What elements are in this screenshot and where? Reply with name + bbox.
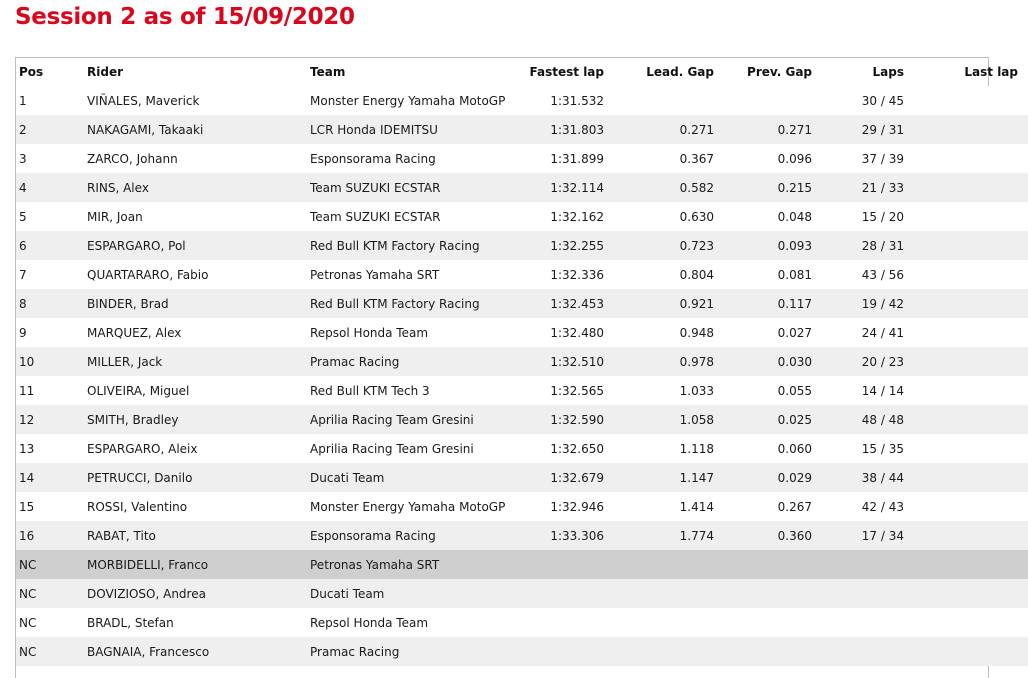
cell-lead-gap: 0.978 bbox=[679, 354, 714, 369]
cell-pos: 5 bbox=[19, 209, 27, 224]
cell-prev-gap bbox=[714, 579, 812, 608]
cell-prev-gap: 0.081 bbox=[777, 267, 812, 282]
cell-team: Aprilia Racing Team Gresini bbox=[310, 441, 474, 456]
cell-lead-gap bbox=[616, 637, 714, 666]
cell-rider: MARQUEZ, Alex bbox=[87, 325, 182, 340]
cell-last-lap bbox=[924, 405, 1028, 434]
table-row[interactable] bbox=[16, 347, 1028, 376]
cell-team: Ducati Team bbox=[310, 586, 385, 601]
cell-last-lap bbox=[924, 173, 1028, 202]
cell-prev-gap bbox=[714, 550, 812, 579]
cell-team: Pramac Racing bbox=[310, 644, 400, 659]
header-rider[interactable]: Rider bbox=[87, 65, 123, 79]
table-row[interactable] bbox=[16, 405, 1028, 434]
cell-pos: NC bbox=[19, 586, 37, 601]
cell-team: Repsol Honda Team bbox=[310, 615, 429, 630]
header-pos[interactable]: Pos bbox=[19, 65, 44, 79]
cell-prev-gap bbox=[714, 637, 812, 666]
table-row[interactable] bbox=[16, 637, 1028, 666]
cell-fastest-lap bbox=[500, 579, 616, 608]
cell-pos: 15 bbox=[19, 499, 35, 514]
cell-last-lap bbox=[924, 202, 1028, 231]
cell-last-lap bbox=[924, 463, 1028, 492]
cell-prev-gap: 0.027 bbox=[777, 325, 812, 340]
cell-fastest-lap: 1:32.946 bbox=[550, 499, 604, 514]
page-title: Session 2 as of 15/09/2020 bbox=[15, 4, 355, 30]
cell-laps: 15 / 20 bbox=[861, 209, 904, 224]
cell-rider: BINDER, Brad bbox=[87, 296, 169, 311]
table-body bbox=[16, 86, 1028, 666]
cell-team: Monster Energy Yamaha MotoGP bbox=[310, 499, 506, 514]
cell-rider: RABAT, Tito bbox=[87, 528, 156, 543]
cell-rider: MIR, Joan bbox=[87, 209, 143, 224]
table-row[interactable] bbox=[16, 579, 1028, 608]
cell-rider: ZARCO, Johann bbox=[87, 151, 178, 166]
cell-team: Petronas Yamaha SRT bbox=[310, 267, 440, 282]
cell-fastest-lap: 1:32.510 bbox=[550, 354, 604, 369]
table-row[interactable] bbox=[16, 260, 1028, 289]
cell-prev-gap: 0.360 bbox=[777, 528, 812, 543]
table-row[interactable] bbox=[16, 86, 1028, 115]
cell-pos: 16 bbox=[19, 528, 35, 543]
cell-prev-gap bbox=[714, 608, 812, 637]
cell-fastest-lap: 1:32.679 bbox=[550, 470, 604, 485]
cell-prev-gap: 0.093 bbox=[777, 238, 812, 253]
cell-team: LCR Honda IDEMITSU bbox=[310, 122, 438, 137]
cell-prev-gap: 0.030 bbox=[777, 354, 812, 369]
cell-prev-gap: 0.048 bbox=[777, 209, 812, 224]
cell-lead-gap: 1.414 bbox=[679, 499, 714, 514]
cell-last-lap bbox=[924, 521, 1028, 550]
cell-lead-gap: 0.367 bbox=[679, 151, 714, 166]
cell-team: Team SUZUKI ECSTAR bbox=[310, 209, 441, 224]
cell-fastest-lap: 1:31.899 bbox=[550, 151, 604, 166]
cell-fastest-lap: 1:33.306 bbox=[550, 528, 604, 543]
cell-laps bbox=[812, 550, 924, 579]
cell-team: Pramac Racing bbox=[310, 354, 400, 369]
cell-fastest-lap bbox=[500, 637, 616, 666]
cell-rider: BAGNAIA, Francesco bbox=[87, 644, 210, 659]
table-row[interactable] bbox=[16, 202, 1028, 231]
cell-fastest-lap: 1:32.255 bbox=[550, 238, 604, 253]
cell-laps: 14 / 14 bbox=[861, 383, 904, 398]
cell-laps: 43 / 56 bbox=[861, 267, 904, 282]
cell-laps: 15 / 35 bbox=[861, 441, 904, 456]
cell-last-lap bbox=[924, 231, 1028, 260]
cell-laps: 30 / 45 bbox=[861, 93, 904, 108]
table-header-row bbox=[16, 58, 1028, 86]
cell-rider: MILLER, Jack bbox=[87, 354, 163, 369]
cell-fastest-lap: 1:31.803 bbox=[550, 122, 604, 137]
cell-team: Esponsorama Racing bbox=[310, 151, 436, 166]
cell-laps: 28 / 31 bbox=[861, 238, 904, 253]
cell-fastest-lap: 1:32.650 bbox=[550, 441, 604, 456]
cell-pos: 11 bbox=[19, 383, 35, 398]
table-row[interactable] bbox=[16, 318, 1028, 347]
cell-prev-gap: 0.060 bbox=[777, 441, 812, 456]
cell-lead-gap bbox=[616, 579, 714, 608]
cell-last-lap bbox=[924, 144, 1028, 173]
cell-prev-gap bbox=[714, 86, 812, 115]
cell-team: Esponsorama Racing bbox=[310, 528, 436, 543]
cell-rider: PETRUCCI, Danilo bbox=[87, 470, 193, 485]
cell-lead-gap: 1.058 bbox=[679, 412, 714, 427]
cell-lead-gap: 0.271 bbox=[679, 122, 714, 137]
header-prev-gap[interactable]: Prev. Gap bbox=[747, 65, 812, 79]
cell-rider: RINS, Alex bbox=[87, 180, 149, 195]
table-row[interactable] bbox=[16, 492, 1028, 521]
cell-laps: 38 / 44 bbox=[861, 470, 904, 485]
cell-rider: ESPARGARO, Aleix bbox=[87, 441, 198, 456]
cell-team: Ducati Team bbox=[310, 470, 385, 485]
cell-prev-gap: 0.271 bbox=[777, 122, 812, 137]
cell-laps: 37 / 39 bbox=[861, 151, 904, 166]
table-row[interactable] bbox=[16, 376, 1028, 405]
table-row[interactable] bbox=[16, 173, 1028, 202]
cell-laps bbox=[812, 637, 924, 666]
cell-last-lap bbox=[924, 376, 1028, 405]
cell-team: Red Bull KTM Factory Racing bbox=[310, 238, 480, 253]
cell-fastest-lap: 1:32.162 bbox=[550, 209, 604, 224]
cell-pos: 8 bbox=[19, 296, 27, 311]
cell-last-lap bbox=[924, 289, 1028, 318]
cell-rider: MORBIDELLI, Franco bbox=[87, 557, 209, 572]
cell-pos: NC bbox=[19, 644, 37, 659]
cell-pos: NC bbox=[19, 557, 37, 572]
header-last-lap[interactable]: Last lap bbox=[964, 65, 1018, 79]
cell-laps: 21 / 33 bbox=[861, 180, 904, 195]
cell-fastest-lap: 1:32.114 bbox=[550, 180, 604, 195]
cell-lead-gap: 0.582 bbox=[679, 180, 714, 195]
cell-prev-gap: 0.117 bbox=[777, 296, 812, 311]
cell-team: Red Bull KTM Tech 3 bbox=[310, 383, 430, 398]
table-row[interactable] bbox=[16, 521, 1028, 550]
cell-pos: 14 bbox=[19, 470, 35, 485]
cell-last-lap bbox=[924, 492, 1028, 521]
table-row[interactable] bbox=[16, 550, 1028, 579]
cell-prev-gap: 0.267 bbox=[777, 499, 812, 514]
cell-prev-gap: 0.025 bbox=[777, 412, 812, 427]
cell-pos: NC bbox=[19, 615, 37, 630]
cell-lead-gap bbox=[616, 86, 714, 115]
cell-lead-gap: 0.921 bbox=[679, 296, 714, 311]
header-fastest-lap[interactable]: Fastest lap bbox=[529, 65, 604, 79]
table-row[interactable] bbox=[16, 463, 1028, 492]
cell-prev-gap: 0.215 bbox=[777, 180, 812, 195]
cell-laps: 48 / 48 bbox=[861, 412, 904, 427]
cell-lead-gap: 0.804 bbox=[679, 267, 714, 282]
cell-last-lap bbox=[924, 115, 1028, 144]
cell-laps: 24 / 41 bbox=[861, 325, 904, 340]
cell-team: Monster Energy Yamaha MotoGP bbox=[310, 93, 506, 108]
cell-team: Team SUZUKI ECSTAR bbox=[310, 180, 441, 195]
cell-pos: 10 bbox=[19, 354, 35, 369]
cell-team: Repsol Honda Team bbox=[310, 325, 429, 340]
table-row[interactable] bbox=[16, 144, 1028, 173]
cell-last-lap bbox=[924, 86, 1028, 115]
cell-fastest-lap: 1:32.453 bbox=[550, 296, 604, 311]
cell-laps: 29 / 31 bbox=[861, 122, 904, 137]
cell-rider: SMITH, Bradley bbox=[87, 412, 179, 427]
cell-lead-gap: 1.774 bbox=[679, 528, 714, 543]
cell-rider: ESPARGARO, Pol bbox=[87, 238, 186, 253]
cell-pos: 6 bbox=[19, 238, 27, 253]
cell-rider: NAKAGAMI, Takaaki bbox=[87, 122, 204, 137]
cell-fastest-lap bbox=[500, 550, 616, 579]
cell-lead-gap: 1.033 bbox=[679, 383, 714, 398]
cell-pos: 7 bbox=[19, 267, 27, 282]
cell-lead-gap: 0.630 bbox=[679, 209, 714, 224]
cell-last-lap bbox=[924, 637, 1028, 666]
table-row[interactable] bbox=[16, 231, 1028, 260]
cell-rider: QUARTARARO, Fabio bbox=[87, 267, 209, 282]
cell-fastest-lap: 1:32.590 bbox=[550, 412, 604, 427]
cell-fastest-lap: 1:32.480 bbox=[550, 325, 604, 340]
cell-prev-gap: 0.029 bbox=[777, 470, 812, 485]
cell-team: Red Bull KTM Factory Racing bbox=[310, 296, 480, 311]
cell-lead-gap bbox=[616, 550, 714, 579]
table-row[interactable] bbox=[16, 434, 1028, 463]
cell-fastest-lap: 1:31.532 bbox=[550, 93, 604, 108]
cell-prev-gap: 0.096 bbox=[777, 151, 812, 166]
cell-rider: ROSSI, Valentino bbox=[87, 499, 188, 514]
cell-pos: 2 bbox=[19, 122, 27, 137]
cell-rider: OLIVEIRA, Miguel bbox=[87, 383, 190, 398]
cell-lead-gap: 0.723 bbox=[679, 238, 714, 253]
cell-last-lap bbox=[924, 434, 1028, 463]
header-team[interactable]: Team bbox=[310, 65, 346, 79]
cell-last-lap bbox=[924, 347, 1028, 376]
cell-laps: 19 / 42 bbox=[861, 296, 904, 311]
cell-last-lap bbox=[924, 260, 1028, 289]
cell-laps bbox=[812, 608, 924, 637]
cell-rider: BRADL, Stefan bbox=[87, 615, 174, 630]
cell-pos: 12 bbox=[19, 412, 35, 427]
table-row[interactable] bbox=[16, 115, 1028, 144]
results-table-panel bbox=[15, 57, 1018, 678]
cell-lead-gap: 1.147 bbox=[679, 470, 714, 485]
cell-pos: 13 bbox=[19, 441, 35, 456]
cell-rider: VIÑALES, Maverick bbox=[87, 93, 200, 108]
header-laps[interactable]: Laps bbox=[872, 65, 904, 79]
cell-laps: 20 / 23 bbox=[861, 354, 904, 369]
cell-last-lap bbox=[924, 550, 1028, 579]
results-table bbox=[16, 58, 1028, 666]
cell-fastest-lap: 1:32.565 bbox=[550, 383, 604, 398]
cell-fastest-lap bbox=[500, 608, 616, 637]
cell-lead-gap: 1.118 bbox=[679, 441, 714, 456]
table-row[interactable] bbox=[16, 289, 1028, 318]
cell-pos: 1 bbox=[19, 93, 27, 108]
cell-laps bbox=[812, 579, 924, 608]
cell-lead-gap: 0.948 bbox=[679, 325, 714, 340]
cell-pos: 3 bbox=[19, 151, 27, 166]
cell-fastest-lap: 1:32.336 bbox=[550, 267, 604, 282]
cell-lead-gap bbox=[616, 608, 714, 637]
cell-last-lap bbox=[924, 579, 1028, 608]
cell-pos: 9 bbox=[19, 325, 27, 340]
table-row[interactable] bbox=[16, 608, 1028, 637]
cell-laps: 42 / 43 bbox=[861, 499, 904, 514]
header-lead-gap[interactable]: Lead. Gap bbox=[646, 65, 714, 79]
cell-last-lap bbox=[924, 608, 1028, 637]
cell-rider: DOVIZIOSO, Andrea bbox=[87, 586, 206, 601]
cell-team: Petronas Yamaha SRT bbox=[310, 557, 440, 572]
cell-team: Aprilia Racing Team Gresini bbox=[310, 412, 474, 427]
cell-pos: 4 bbox=[19, 180, 27, 195]
cell-last-lap bbox=[924, 318, 1028, 347]
cell-laps: 17 / 34 bbox=[861, 528, 904, 543]
cell-prev-gap: 0.055 bbox=[777, 383, 812, 398]
